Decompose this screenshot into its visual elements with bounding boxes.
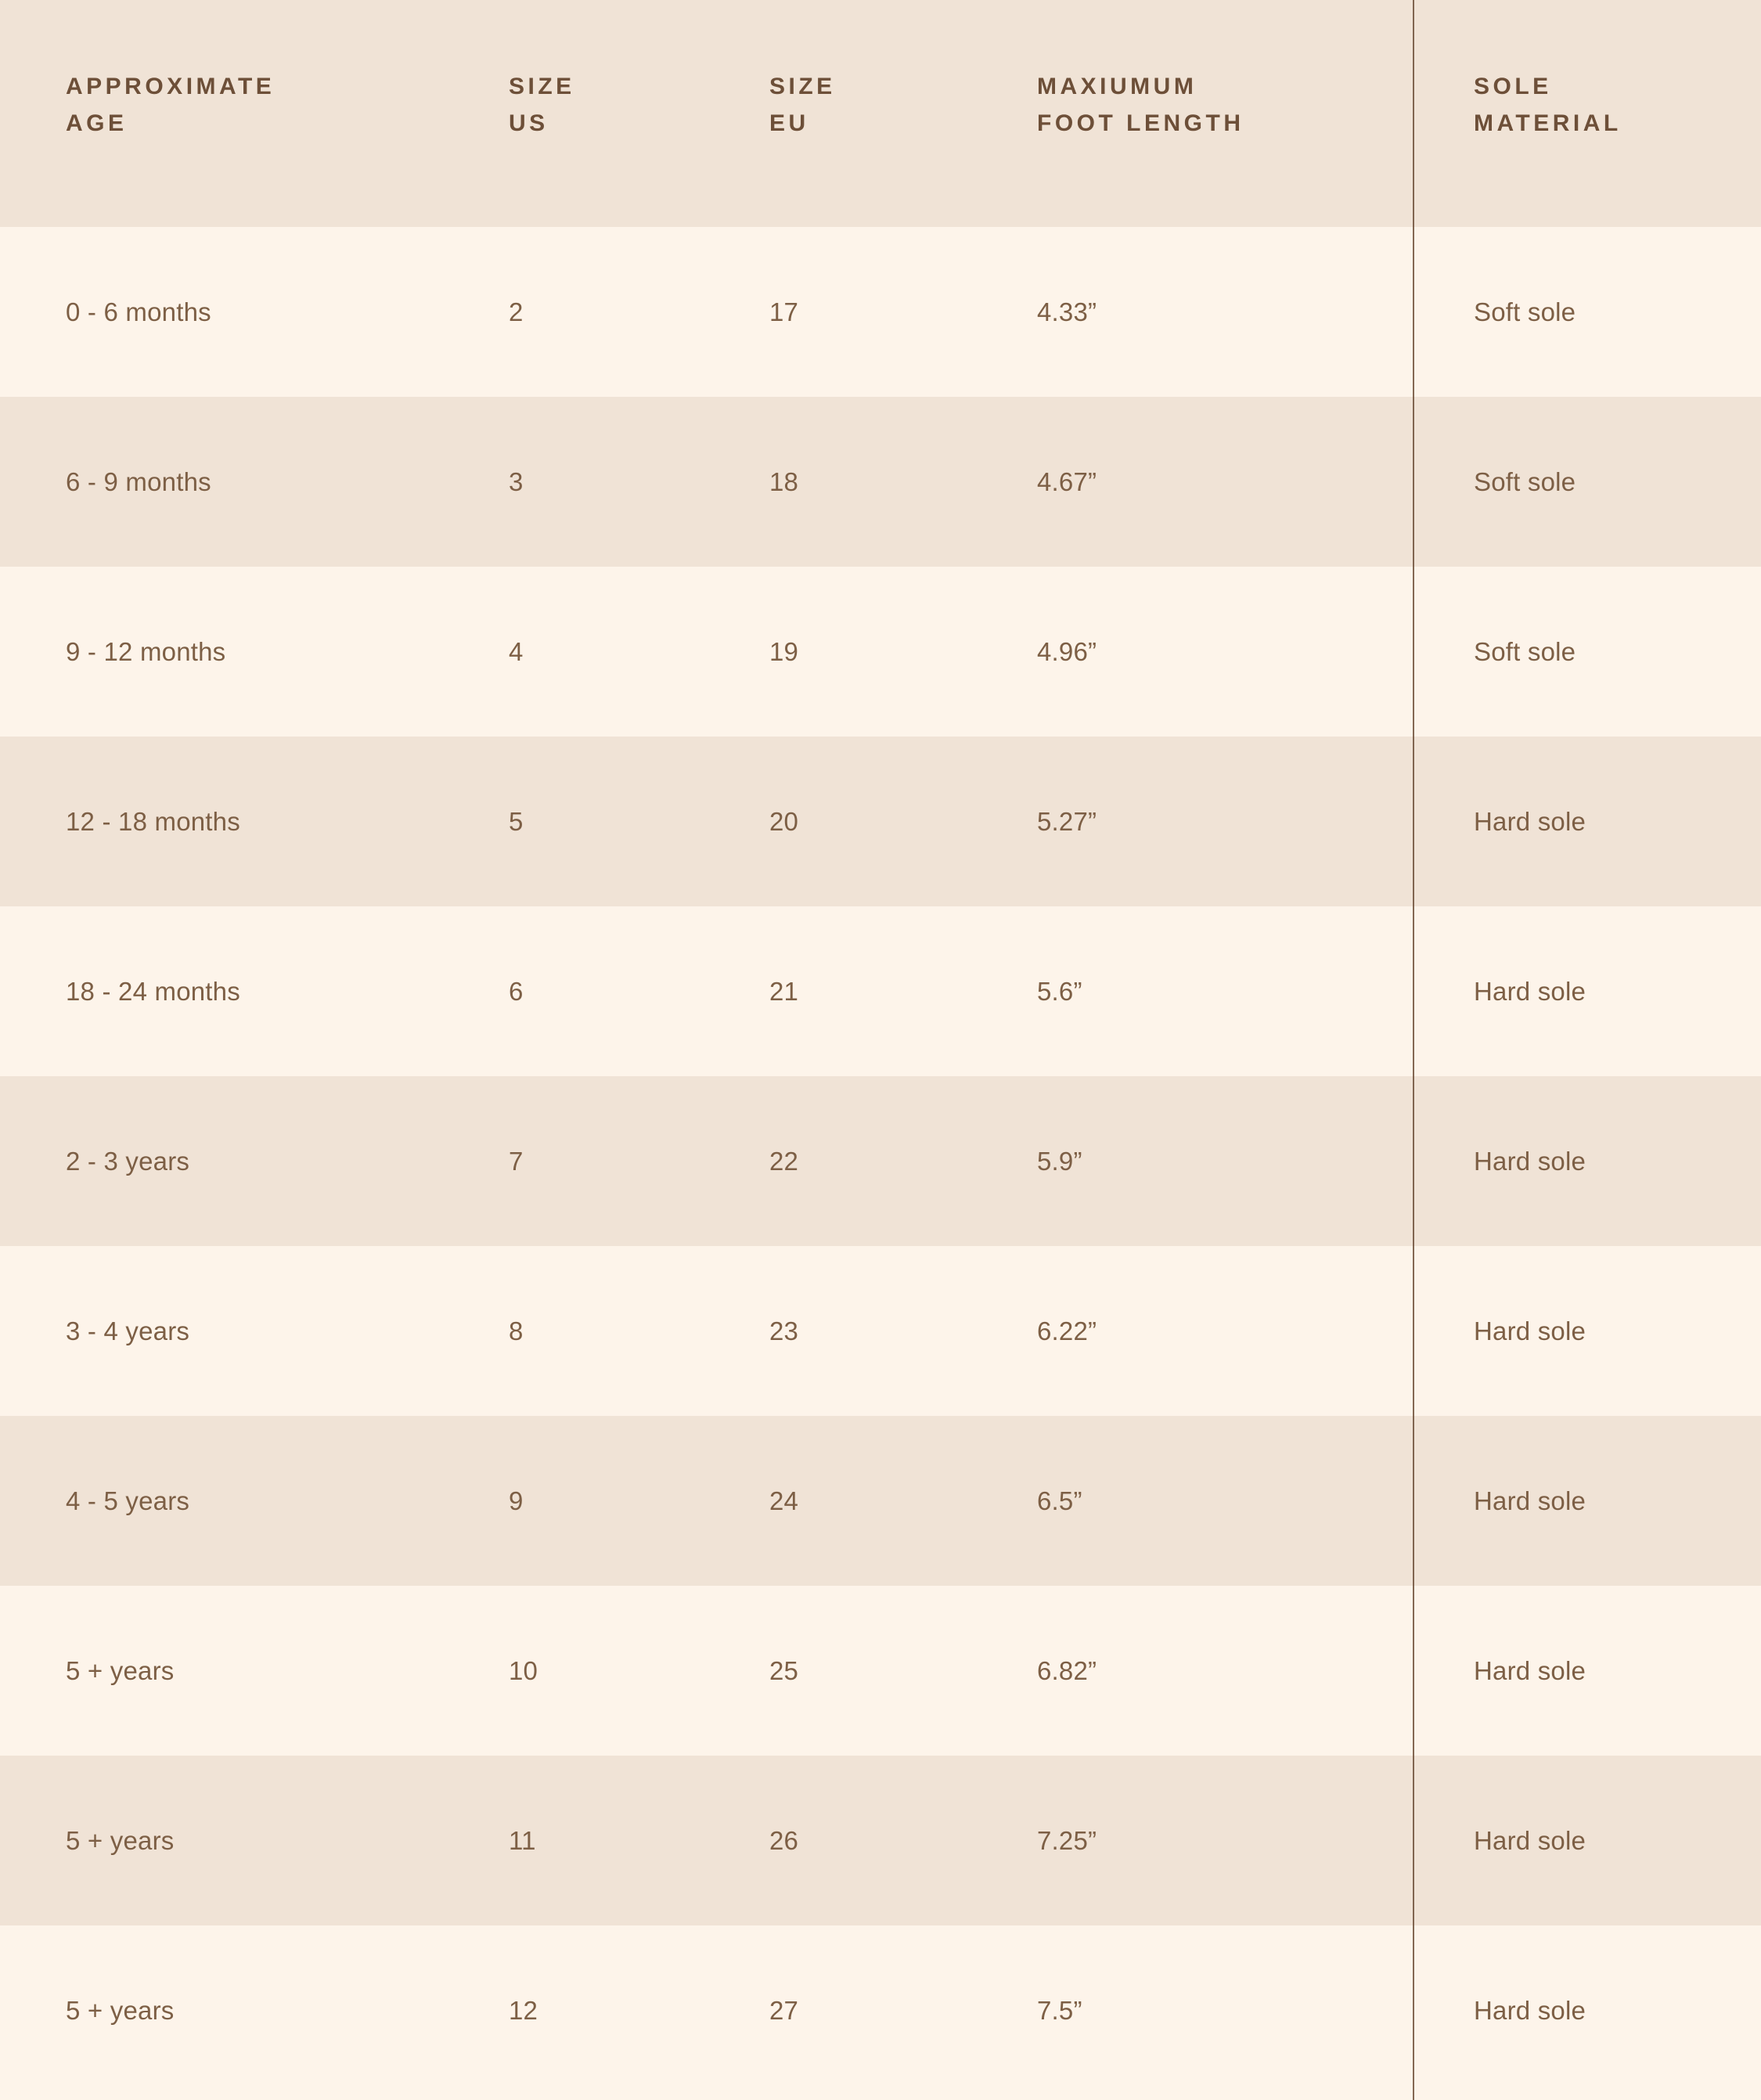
cell-age: 5 + years: [66, 1655, 175, 1685]
table-row: [0, 227, 1761, 397]
cell-sole-material: Hard sole: [1474, 1655, 1586, 1685]
column-header-approximate-age: [0, 0, 446, 227]
cell-size-us: 5: [509, 806, 524, 836]
cell-age: 5 + years: [66, 1825, 175, 1855]
column-header-size-us: [446, 0, 708, 227]
column-header-size-eu: [708, 0, 974, 227]
table-row: [0, 1925, 1761, 2095]
cell-size-eu: 19: [769, 636, 799, 666]
cell-age: 6 - 9 months: [66, 466, 211, 496]
cell-sole-material: Hard sole: [1474, 806, 1586, 836]
cell-sole-material: Hard sole: [1474, 1825, 1586, 1855]
sole-material-column-divider: [1413, 0, 1414, 2100]
cell-foot-length: 7.5”: [1037, 1995, 1082, 2025]
cell-sole-material: Hard sole: [1474, 1995, 1586, 2025]
table-row: [0, 1076, 1761, 1246]
cell-size-us: 10: [509, 1655, 538, 1685]
table-row: [0, 1586, 1761, 1756]
cell-foot-length: 5.6”: [1037, 976, 1082, 1006]
cell-age: 3 - 4 years: [66, 1316, 190, 1345]
column-header-line2: FOOT LENGTH: [1037, 110, 1244, 136]
cell-size-eu: 20: [769, 806, 799, 836]
column-header-maximum-foot-length: [974, 0, 1409, 227]
cell-size-us: 6: [509, 976, 524, 1006]
cell-foot-length: 6.22”: [1037, 1316, 1097, 1345]
cell-size-eu: 23: [769, 1316, 799, 1345]
column-header-line2: AGE: [66, 110, 128, 136]
table-header-row: [0, 0, 1761, 227]
cell-foot-length: 5.9”: [1037, 1146, 1082, 1176]
table-row: [0, 397, 1761, 567]
cell-size-eu: 25: [769, 1655, 799, 1685]
column-header-line1: SIZE: [509, 74, 575, 99]
table-row: [0, 906, 1761, 1076]
table-row: [0, 737, 1761, 906]
cell-foot-length: 7.25”: [1037, 1825, 1097, 1855]
table-row: [0, 1246, 1761, 1416]
table-row: [0, 1756, 1761, 1925]
cell-size-eu: 21: [769, 976, 799, 1006]
cell-age: 4 - 5 years: [66, 1486, 190, 1515]
cell-size-us: 12: [509, 1995, 538, 2025]
column-header-line1: SIZE: [769, 74, 836, 99]
cell-sole-material: Hard sole: [1474, 1146, 1586, 1176]
cell-sole-material: Hard sole: [1474, 976, 1586, 1006]
column-header-line2: US: [509, 110, 549, 136]
cell-size-eu: 24: [769, 1486, 799, 1515]
cell-size-eu: 22: [769, 1146, 799, 1176]
cell-sole-material: Soft sole: [1474, 636, 1576, 666]
cell-foot-length: 6.82”: [1037, 1655, 1097, 1685]
cell-age: 5 + years: [66, 1995, 175, 2025]
cell-size-eu: 18: [769, 466, 799, 496]
cell-size-eu: 17: [769, 297, 799, 326]
column-header-line1: MAXIUMUM: [1037, 74, 1197, 99]
cell-foot-length: 4.33”: [1037, 297, 1097, 326]
column-header-sole-material: [1409, 0, 1761, 227]
column-header-line2: MATERIAL: [1474, 110, 1622, 136]
cell-foot-length: 6.5”: [1037, 1486, 1082, 1515]
table-row: [0, 567, 1761, 737]
cell-age: 12 - 18 months: [66, 806, 240, 836]
cell-sole-material: Hard sole: [1474, 1486, 1586, 1515]
cell-sole-material: Hard sole: [1474, 1316, 1586, 1345]
cell-size-us: 7: [509, 1146, 524, 1176]
cell-age: 18 - 24 months: [66, 976, 240, 1006]
cell-foot-length: 4.96”: [1037, 636, 1097, 666]
cell-size-us: 8: [509, 1316, 524, 1345]
cell-age: 2 - 3 years: [66, 1146, 190, 1176]
table-body: [0, 227, 1761, 2095]
table-header: [0, 0, 1761, 227]
cell-age: 0 - 6 months: [66, 297, 211, 326]
cell-sole-material: Soft sole: [1474, 297, 1576, 326]
cell-size-us: 11: [509, 1825, 536, 1855]
cell-size-us: 3: [509, 466, 524, 496]
cell-size-us: 4: [509, 636, 524, 666]
cell-size-eu: 26: [769, 1825, 799, 1855]
cell-size-us: 2: [509, 297, 524, 326]
cell-foot-length: 5.27”: [1037, 806, 1097, 836]
column-header-line1: SOLE: [1474, 74, 1552, 99]
cell-size-eu: 27: [769, 1995, 799, 2025]
column-header-line2: EU: [769, 110, 809, 136]
cell-size-us: 9: [509, 1486, 524, 1515]
cell-sole-material: Soft sole: [1474, 466, 1576, 496]
table-row: [0, 1416, 1761, 1586]
cell-age: 9 - 12 months: [66, 636, 226, 666]
cell-foot-length: 4.67”: [1037, 466, 1097, 496]
column-header-line1: APPROXIMATE: [66, 74, 275, 99]
